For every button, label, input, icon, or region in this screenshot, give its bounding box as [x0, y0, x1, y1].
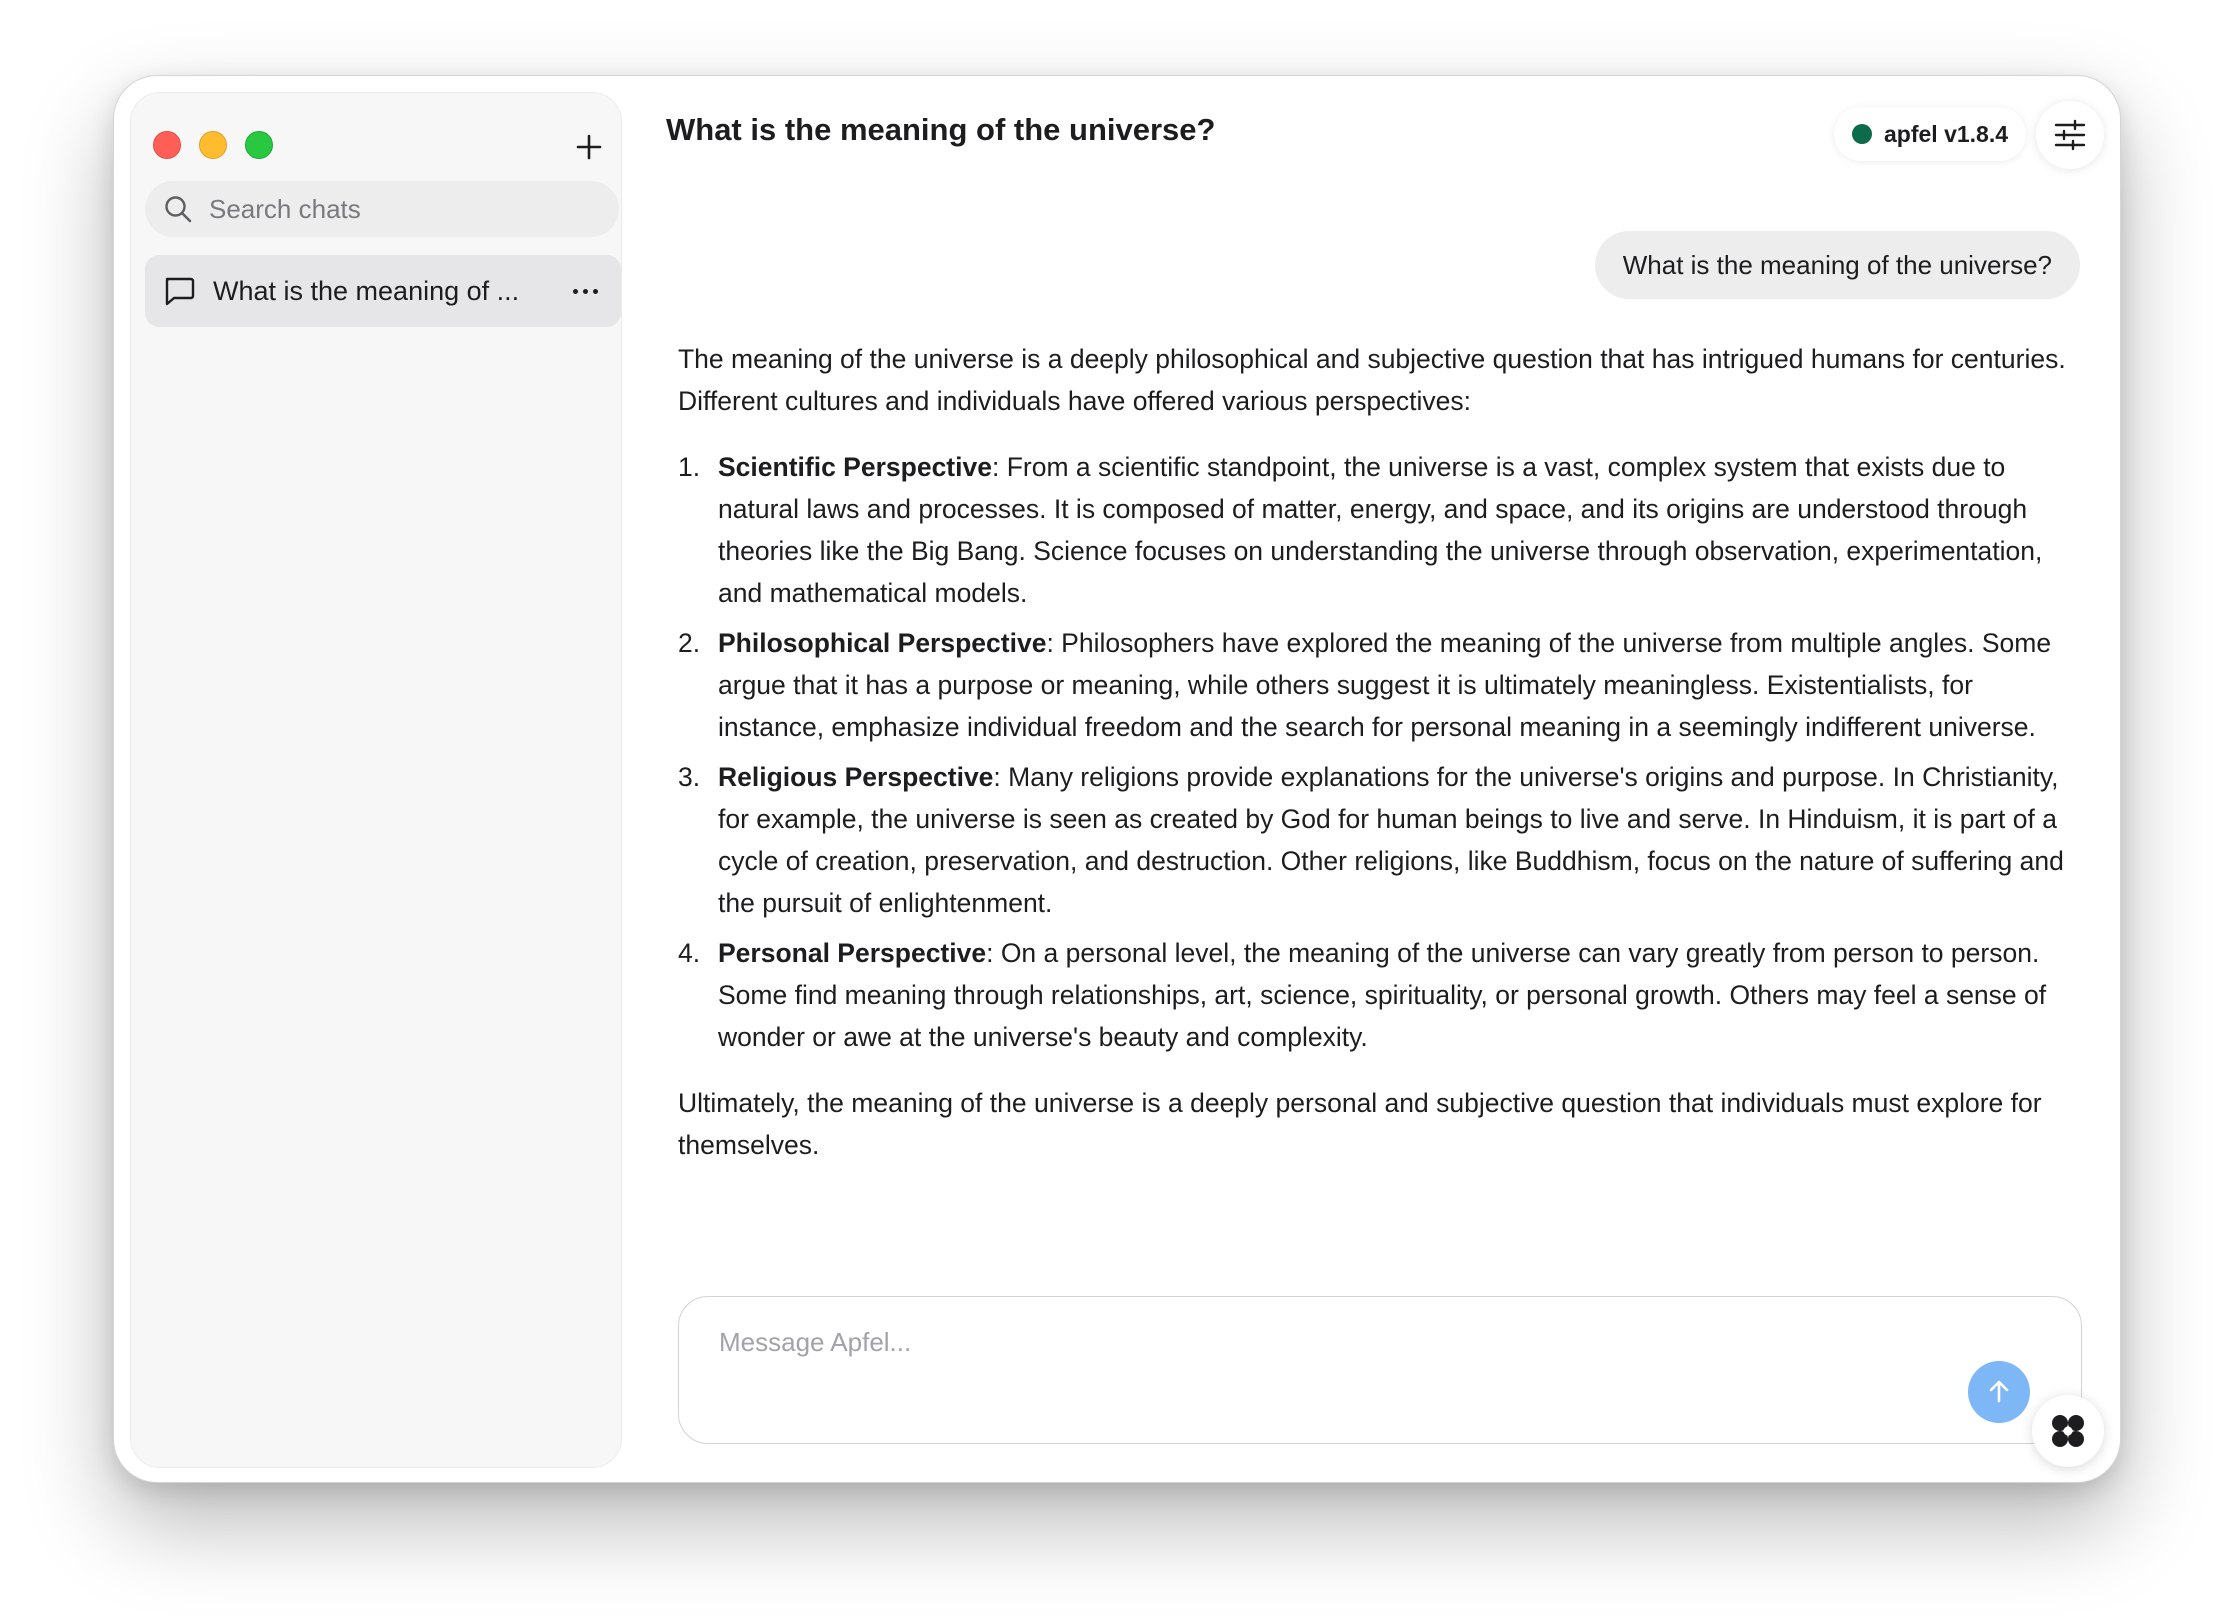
more-dots-icon	[573, 289, 578, 294]
search-chats[interactable]	[145, 181, 619, 237]
user-message: What is the meaning of the universe?	[1595, 231, 2080, 299]
corner-app-button[interactable]	[2032, 1395, 2104, 1467]
list-heading: Philosophical Perspective	[718, 628, 1047, 658]
more-dot	[583, 289, 588, 294]
page-title: What is the meaning of the universe?	[666, 112, 1216, 147]
assistant-conclusion: Ultimately, the meaning of the universe is a deeply personal and subjective question that individuals must explore for themselves.	[678, 1088, 2042, 1160]
search-icon	[163, 194, 193, 224]
list-text: : On a personal level, the meaning of the universe can vary greatly from person to person. Some find meaning through relationships, art, science, spirituality, or personal growth. Others may feel a sense of wonder or awe at the universe's beauty and complexity.	[718, 938, 2047, 1052]
list-item	[678, 756, 2082, 924]
more-dot	[593, 289, 598, 294]
list-item	[678, 932, 2082, 1058]
list-item	[678, 446, 2082, 614]
list-text: : From a scientific standpoint, the universe is a vast, complex system that exists due to natural laws and processes. It is composed of matter, energy, and space, and its origins are understood through theories like the Big Bang. Science focuses on understanding the universe through observation, experimentation, and mathematical models.	[718, 452, 2043, 608]
list-text: : Philosophers have explored the meaning of the universe from multiple angles. Some argue that it has a purpose or meaning, while others suggest it is ultimately meaningless. Existentialists, for instance, emphasize individual freedom and the search for personal meaning in a seemingly indifferent universe.	[718, 628, 2052, 742]
chat-item-more-button[interactable]	[567, 289, 603, 294]
list-item	[678, 622, 2082, 748]
app-window	[113, 75, 2121, 1483]
model-version-badge[interactable]	[1834, 107, 2026, 161]
arrow-up-icon	[1986, 1379, 2012, 1405]
perspective-list	[678, 446, 2082, 1058]
status-dot-icon	[1852, 124, 1872, 144]
assistant-intro: The meaning of the universe is a deeply philosophical and subjective question that has intrigued humans for centuries. Different cultures and individuals have offered various perspectives:	[678, 344, 2066, 416]
search-input[interactable]: Search chats	[209, 193, 361, 224]
version-label: apfel v1.8.4	[1884, 120, 2009, 147]
sliders-icon	[2053, 118, 2087, 152]
list-number: 2.	[678, 628, 701, 658]
list-number: 4.	[678, 938, 701, 968]
list-heading: Religious Perspective	[718, 762, 994, 792]
list-heading: Personal Perspective	[718, 938, 987, 968]
list-number: 1.	[678, 452, 701, 482]
settings-button[interactable]	[2036, 101, 2104, 169]
plus-icon	[575, 133, 603, 161]
chat-item-label: What is the meaning of ...	[213, 275, 520, 306]
message-input[interactable]	[719, 1327, 1919, 1387]
sidebar	[130, 92, 622, 1468]
chat-bubble-icon	[163, 276, 195, 306]
list-number: 3.	[678, 762, 701, 792]
send-button[interactable]	[1968, 1361, 2030, 1423]
zoom-window-button[interactable]	[245, 131, 273, 159]
app-logo-icon	[2049, 1412, 2087, 1450]
sidebar-chat-item[interactable]	[145, 255, 621, 327]
close-window-button[interactable]	[153, 131, 181, 159]
list-heading: Scientific Perspective	[718, 452, 992, 482]
new-chat-button[interactable]	[569, 127, 609, 167]
list-text: : Many religions provide explanations for the universe's origins and purpose. In Christianity, for example, the universe is seen as created by God for human beings to live and serve. In Hinduism, it is part of a cycle of creation, preservation, and destruction. Other religions, like Buddhism, focus on the nature of suffering and the pursuit of enlightenment.	[718, 762, 2064, 918]
minimize-window-button[interactable]	[199, 131, 227, 159]
message-composer	[678, 1296, 2082, 1444]
window-controls	[153, 131, 273, 159]
assistant-message	[678, 338, 2082, 1190]
